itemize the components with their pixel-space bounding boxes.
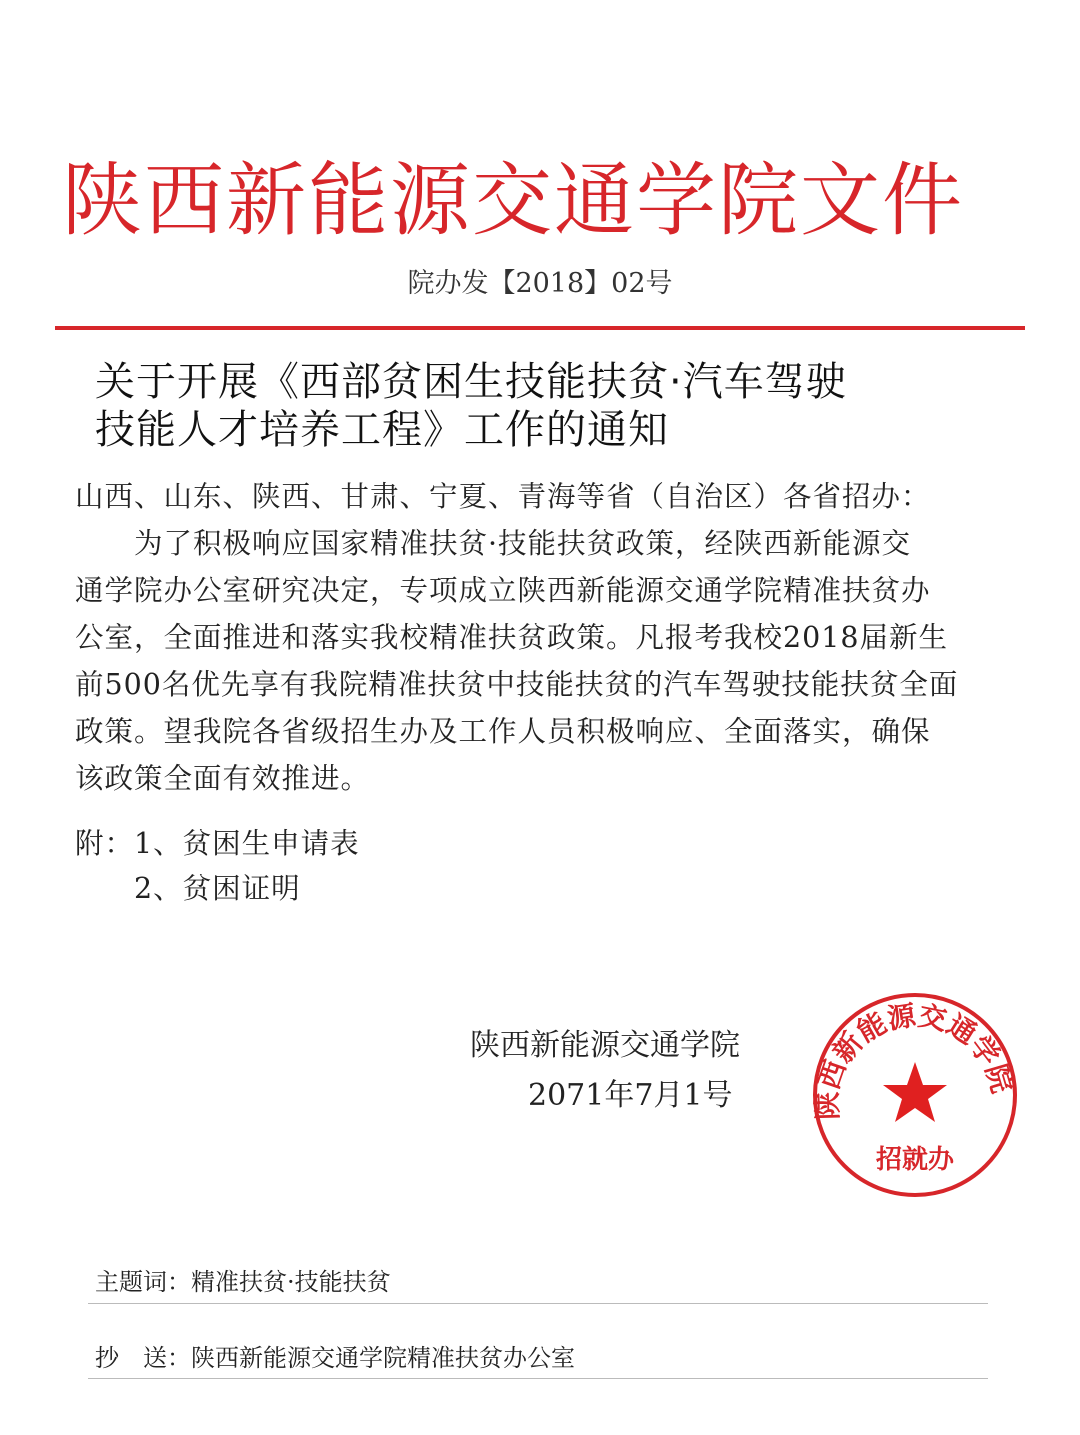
cc-recipients: 抄 送：陕西新能源交通学院精准扶贫办公室 — [95, 1344, 575, 1372]
attachment-1: 附：1、贫困生申请表 — [75, 827, 360, 860]
red-divider — [55, 326, 1025, 330]
document-number: 院办发【2018】02号 — [407, 268, 673, 299]
salutation: 山西、山东、陕西、甘肃、宁夏、青海等省（自治区）各省招办： — [75, 480, 931, 513]
document-title: 陕西新能源交通学院文件 — [62, 154, 964, 247]
issuer-signature: 陕西新能源交通学院 — [470, 1028, 740, 1063]
keywords: 主题词：精准扶贫·技能扶贫 — [95, 1268, 391, 1296]
attachment-2: 2、贫困证明 — [75, 872, 301, 905]
body-line: 为了积极响应国家精准扶贫·技能扶贫政策，经陕西新能源交 — [75, 527, 912, 560]
issue-date: 2071年7月1号 — [528, 1078, 733, 1113]
footer-divider — [88, 1303, 988, 1304]
seal-center-text: 招就办 — [875, 1145, 955, 1175]
seal-ring-text: 陕西新能源交通学院 — [810, 998, 1019, 1121]
star-icon — [883, 1062, 947, 1122]
official-seal — [810, 990, 1020, 1200]
notice-heading-line-2: 技能人才培养工程》工作的通知 — [95, 407, 669, 453]
body-line: 公室，全面推进和落实我校精准扶贫政策。凡报考我校2018届新生 — [75, 621, 949, 654]
footer-divider — [88, 1378, 988, 1379]
body-line: 前500名优先享有我院精准扶贫中技能扶贫的汽车驾驶技能扶贫全面 — [75, 668, 959, 701]
notice-heading-line-1: 关于开展《西部贫困生技能扶贫·汽车驾驶 — [95, 359, 847, 405]
body-line: 政策。望我院各省级招生办及工作人员积极响应、全面落实，确保 — [75, 715, 931, 748]
body-line: 通学院办公室研究决定，专项成立陕西新能源交通学院精准扶贫办 — [75, 574, 931, 607]
body-line: 该政策全面有效推进。 — [75, 762, 371, 795]
